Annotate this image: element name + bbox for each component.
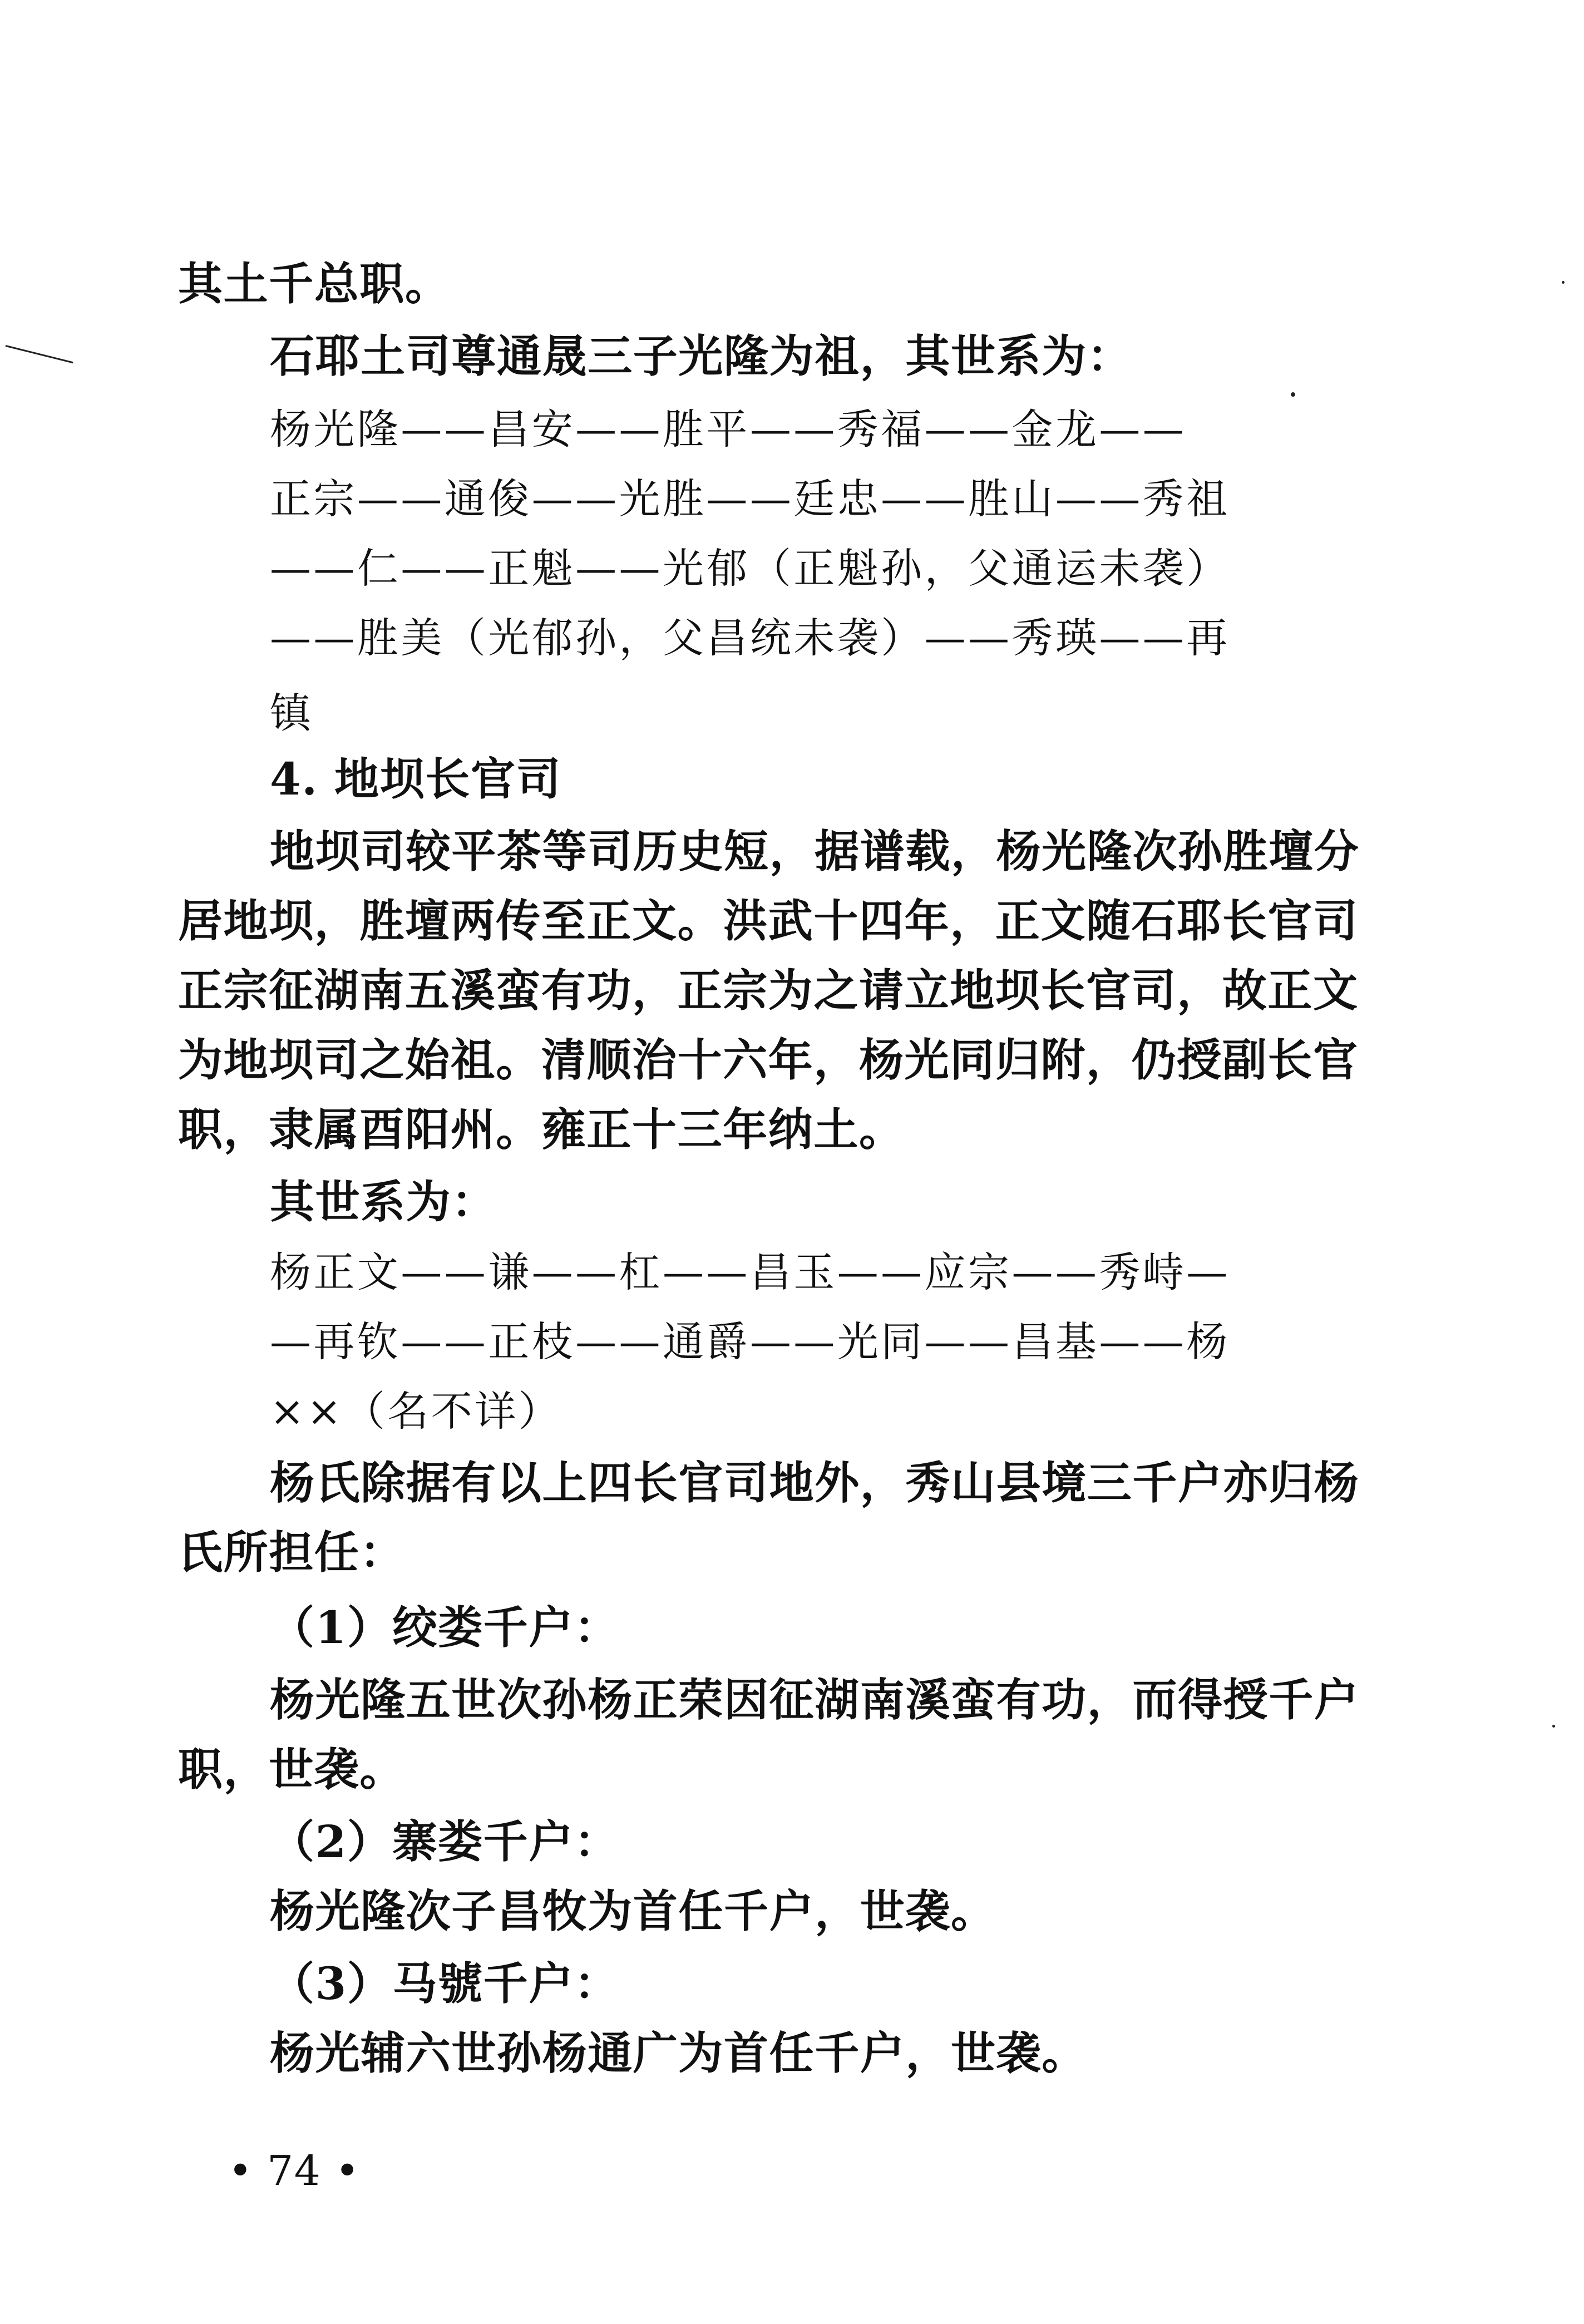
lineage-line-1: 杨光隆——昌安——胜平——秀福——金龙—— bbox=[270, 406, 1187, 453]
text-line-2: 石耶土司尊通晟三子光隆为祖，其世系为： bbox=[270, 330, 1133, 382]
text-line-24: 杨光隆次子昌牧为首任千户，世袭。 bbox=[270, 1885, 996, 1937]
section-heading: 4. 地坝长官司 bbox=[270, 753, 562, 805]
lineage-line-2: 正宗——通俊——光胜——廷忠——胜山——秀祖 bbox=[270, 475, 1230, 523]
lineage-line-5: 镇 bbox=[270, 689, 314, 737]
scan-dot bbox=[1552, 1725, 1555, 1728]
text-line-12: 为地坝司之始祖。清顺治十六年，杨光同归附，仍授副长官 bbox=[178, 1034, 1359, 1086]
scan-dot bbox=[1291, 392, 1295, 397]
lineage-line-6: 杨正文——谦——杠——昌玉——应宗——秀峙— bbox=[270, 1249, 1230, 1296]
text-line-18: 杨氏除据有以上四长官司地外，秀山县境三千户亦归杨 bbox=[270, 1457, 1360, 1509]
text-line-21: 杨光隆五世次孙杨正荣因征湖南溪蛮有功，而得授千户 bbox=[270, 1674, 1360, 1726]
lineage-line-7: —再钦——正枝——通爵——光同——昌基——杨 bbox=[270, 1318, 1230, 1366]
text-line-1: 其土千总职。 bbox=[178, 258, 451, 310]
list-item-3: （3）马號千户： bbox=[270, 1957, 620, 2010]
text-line-22: 职，世袭。 bbox=[178, 1743, 405, 1795]
text-line-13: 职，隶属酉阳州。雍正十三年纳土。 bbox=[178, 1103, 905, 1156]
text-line-14: 其世系为： bbox=[270, 1176, 497, 1228]
page-number: • 74 • bbox=[228, 2147, 361, 2195]
text-line-11: 正宗征湖南五溪蛮有功，正宗为之请立地坝长官司，故正文 bbox=[178, 964, 1359, 1017]
text-line-10: 居地坝，胜壇两传至正文。洪武十四年，正文随石耶长官司 bbox=[178, 895, 1359, 947]
text-line-9: 地坝司较平茶等司历史短，据谱载，杨光隆次孙胜壇分 bbox=[270, 825, 1360, 877]
lineage-line-4: ——胜美（光郁孙，父昌统未袭）——秀瑛——再 bbox=[270, 614, 1230, 662]
scan-dot bbox=[1562, 281, 1565, 284]
lineage-line-3: ——仁——正魁——光郁（正魁孙，父通运未袭） bbox=[270, 545, 1230, 593]
lineage-line-8: ××（名不详） bbox=[270, 1388, 562, 1435]
scan-mark bbox=[6, 345, 73, 363]
list-item-1: （1）绞娄千户： bbox=[270, 1601, 620, 1654]
text-line-19: 氏所担任： bbox=[178, 1526, 405, 1578]
list-item-2: （2）寨娄千户： bbox=[270, 1815, 620, 1868]
text-line-26: 杨光辅六世孙杨通广为首任千户，世袭。 bbox=[270, 2027, 1087, 2079]
